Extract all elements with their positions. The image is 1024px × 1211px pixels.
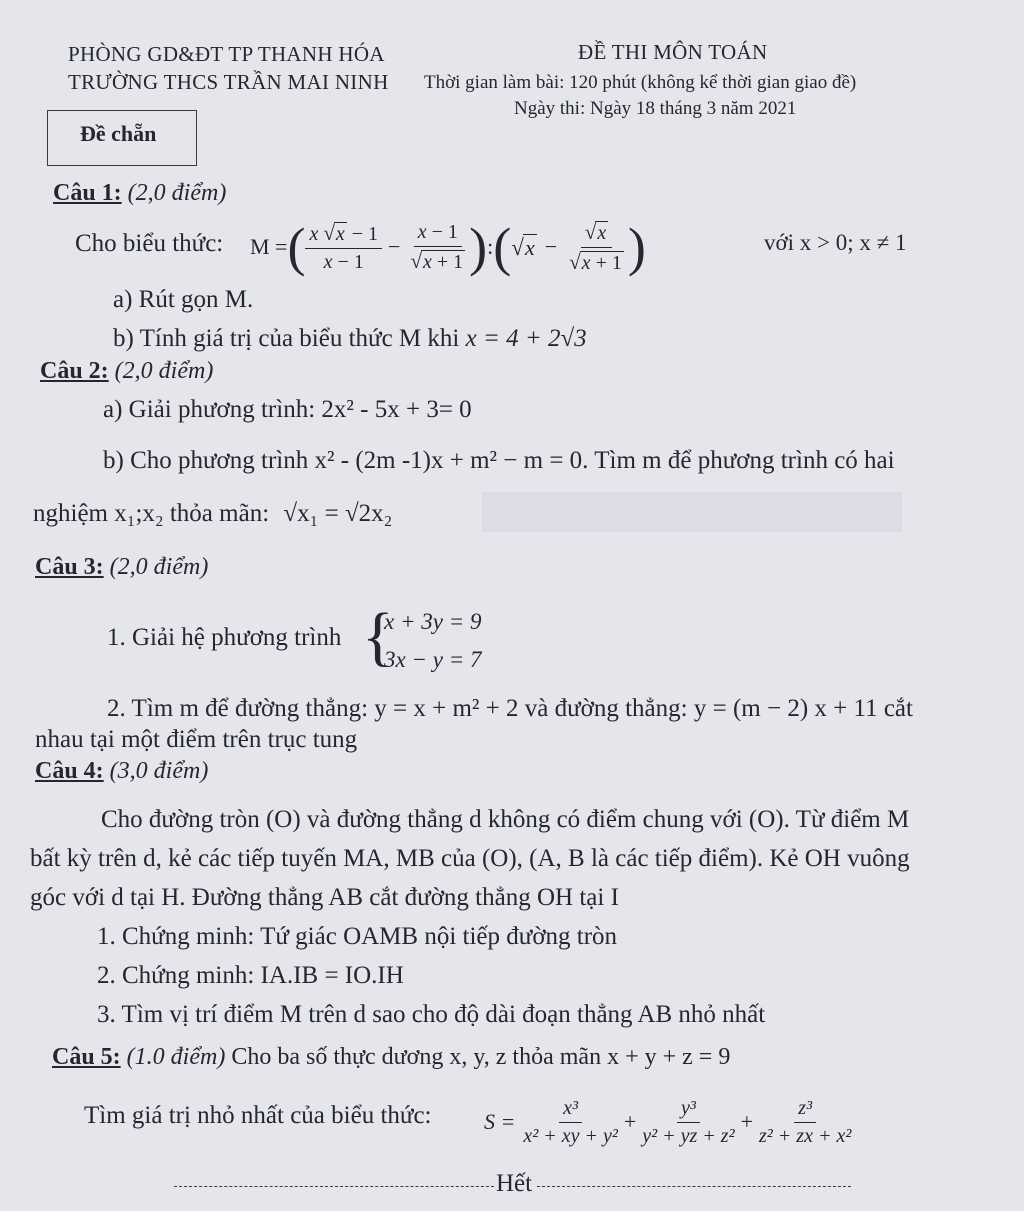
q3-points: (2,0 điểm) bbox=[109, 554, 209, 580]
q3-eq2: 3x − y = 7 bbox=[384, 647, 482, 672]
q5-points: (1.0 điểm) bbox=[126, 1044, 226, 1070]
q4-item-1: 1. Chứng minh: Tứ giác OAMB nội tiếp đường tròn bbox=[97, 923, 618, 950]
exam-time: Thời gian làm bài: 120 phút (không kể thời gian giao đề) bbox=[424, 72, 857, 93]
q1-heading bbox=[53, 180, 226, 207]
q3-part-2-line2: nhau tại một điểm trên trục tung bbox=[35, 726, 358, 753]
q5-term1-den: x² + xy + y² bbox=[523, 1124, 618, 1147]
q5-heading bbox=[52, 1044, 730, 1071]
q3-part-2: 2. Tìm m để đường thẳng: y = x + m² + 2 và đường thẳng: y = (m − 2) x + 11 cắt bbox=[107, 695, 913, 722]
exam-date: Ngày thi: Ngày 18 tháng 3 năm 2021 bbox=[514, 98, 797, 119]
q5-S: S = bbox=[484, 1109, 516, 1134]
version-label: Đề chẵn bbox=[80, 121, 157, 146]
q5-term2-den: y² + yz + z² bbox=[642, 1124, 735, 1147]
q2-heading bbox=[40, 358, 213, 385]
q3-eq1: x + 3y = 9 bbox=[384, 609, 482, 634]
q2-points: (2,0 điểm) bbox=[114, 358, 214, 384]
q2-part-b-line2-text: nghiệm x₁;x₂ thỏa mãn: bbox=[33, 500, 270, 527]
q4-points: (3,0 điểm) bbox=[109, 758, 209, 784]
q2-part-a-text: a) Giải phương trình: bbox=[103, 396, 316, 423]
q2-part-b-tail: Tìm m để phương trình có hai bbox=[594, 447, 895, 474]
q1-points: (2,0 điểm) bbox=[127, 180, 227, 206]
q5-term1-num: x³ bbox=[559, 1097, 582, 1123]
q2-part-a-eq: 2x² - 5x + 3= 0 bbox=[321, 396, 472, 423]
q2-part-b-cond: √x₁ = √2x₂ bbox=[283, 500, 393, 527]
q2-part-b-text: b) Cho phương trình bbox=[103, 447, 309, 474]
q5-term3-den: z² + zx + x² bbox=[759, 1124, 852, 1147]
q1-part-b bbox=[113, 325, 587, 353]
q4-label: Câu 4: bbox=[35, 758, 104, 784]
q1-part-b-value: x = 4 + 2√3 bbox=[465, 325, 587, 352]
q5-label: Câu 5: bbox=[52, 1044, 121, 1070]
q4-item-3: 3. Tìm vị trí điểm M trên d sao cho độ dài đoạn thẳng AB nhỏ nhất bbox=[97, 1001, 766, 1028]
exam-title: ĐỀ THI MÔN TOÁN bbox=[578, 40, 768, 64]
q2-part-b-eq: x² - (2m -1)x + m² − m = 0. bbox=[314, 447, 589, 474]
q1-part-b-text: b) Tính giá trị của biểu thức M khi bbox=[113, 325, 460, 352]
q2-part-b-line2 bbox=[33, 500, 392, 528]
footer-dash-right bbox=[537, 1186, 851, 1187]
q5-expression: S = $\frac{\text{x³}}{\text{x² + xy + y²}}$ + $\frac{\text{y³}}{\text{y² + yz + z²}}$ + $\frac{\text{z³}}{\text{z² + zx + x²}}$ bbox=[484, 1088, 855, 1156]
q5-term3-num: z³ bbox=[794, 1097, 816, 1123]
q3-label: Câu 3: bbox=[35, 554, 104, 580]
q1-M: M = bbox=[250, 234, 288, 259]
q2-part-b bbox=[103, 447, 895, 475]
q1-condition: với x > 0; x ≠ 1 bbox=[764, 230, 907, 255]
q5-term2-num: y³ bbox=[677, 1097, 700, 1123]
q2-label: Câu 2: bbox=[40, 358, 109, 384]
version-box bbox=[47, 110, 197, 166]
q5-find: Tìm giá trị nhỏ nhất của biểu thức: bbox=[84, 1102, 432, 1129]
q3-heading bbox=[35, 554, 208, 581]
q1-intro: Cho biểu thức: bbox=[75, 230, 224, 257]
footer-end: Hết bbox=[496, 1170, 533, 1197]
q4-line-3: góc với d tại H. Đường thẳng AB cắt đường thẳng OH tại I bbox=[30, 884, 619, 911]
system-brace: { bbox=[362, 600, 394, 673]
q4-heading bbox=[35, 758, 208, 785]
q1-expression: M = ( $\frac{x √x - 1}{x - 1}$ − $\frac{x - 1}{√x + 1}$ ) : ( √ x − $\frac{√x}{√x + 1}$ ) bbox=[250, 217, 646, 277]
dept-name: PHÒNG GD&ĐT TP THANH HÓA bbox=[68, 42, 385, 66]
paper-shadow bbox=[482, 492, 902, 532]
school-name: TRƯỜNG THCS TRẦN MAI NINH bbox=[68, 70, 389, 94]
q1-label: Câu 1: bbox=[53, 180, 122, 206]
q4-line-2: bất kỳ trên d, kẻ các tiếp tuyến MA, MB của (O), (A, B là các tiếp điểm). Kẻ OH vuông bbox=[30, 845, 910, 872]
q5-text: Cho ba số thực dương x, y, z thỏa mãn x + y + z = 9 bbox=[231, 1044, 731, 1070]
q4-line-1: Cho đường tròn (O) và đường thẳng d không có điểm chung với (O). Từ điểm M bbox=[101, 806, 910, 833]
footer-dash-left bbox=[174, 1186, 494, 1187]
q1-part-a: a) Rút gọn M. bbox=[113, 286, 254, 313]
q3-part-1: 1. Giải hệ phương trình bbox=[107, 624, 342, 651]
q2-part-a bbox=[103, 396, 472, 424]
q4-item-2: 2. Chứng minh: IA.IB = IO.IH bbox=[97, 962, 404, 989]
